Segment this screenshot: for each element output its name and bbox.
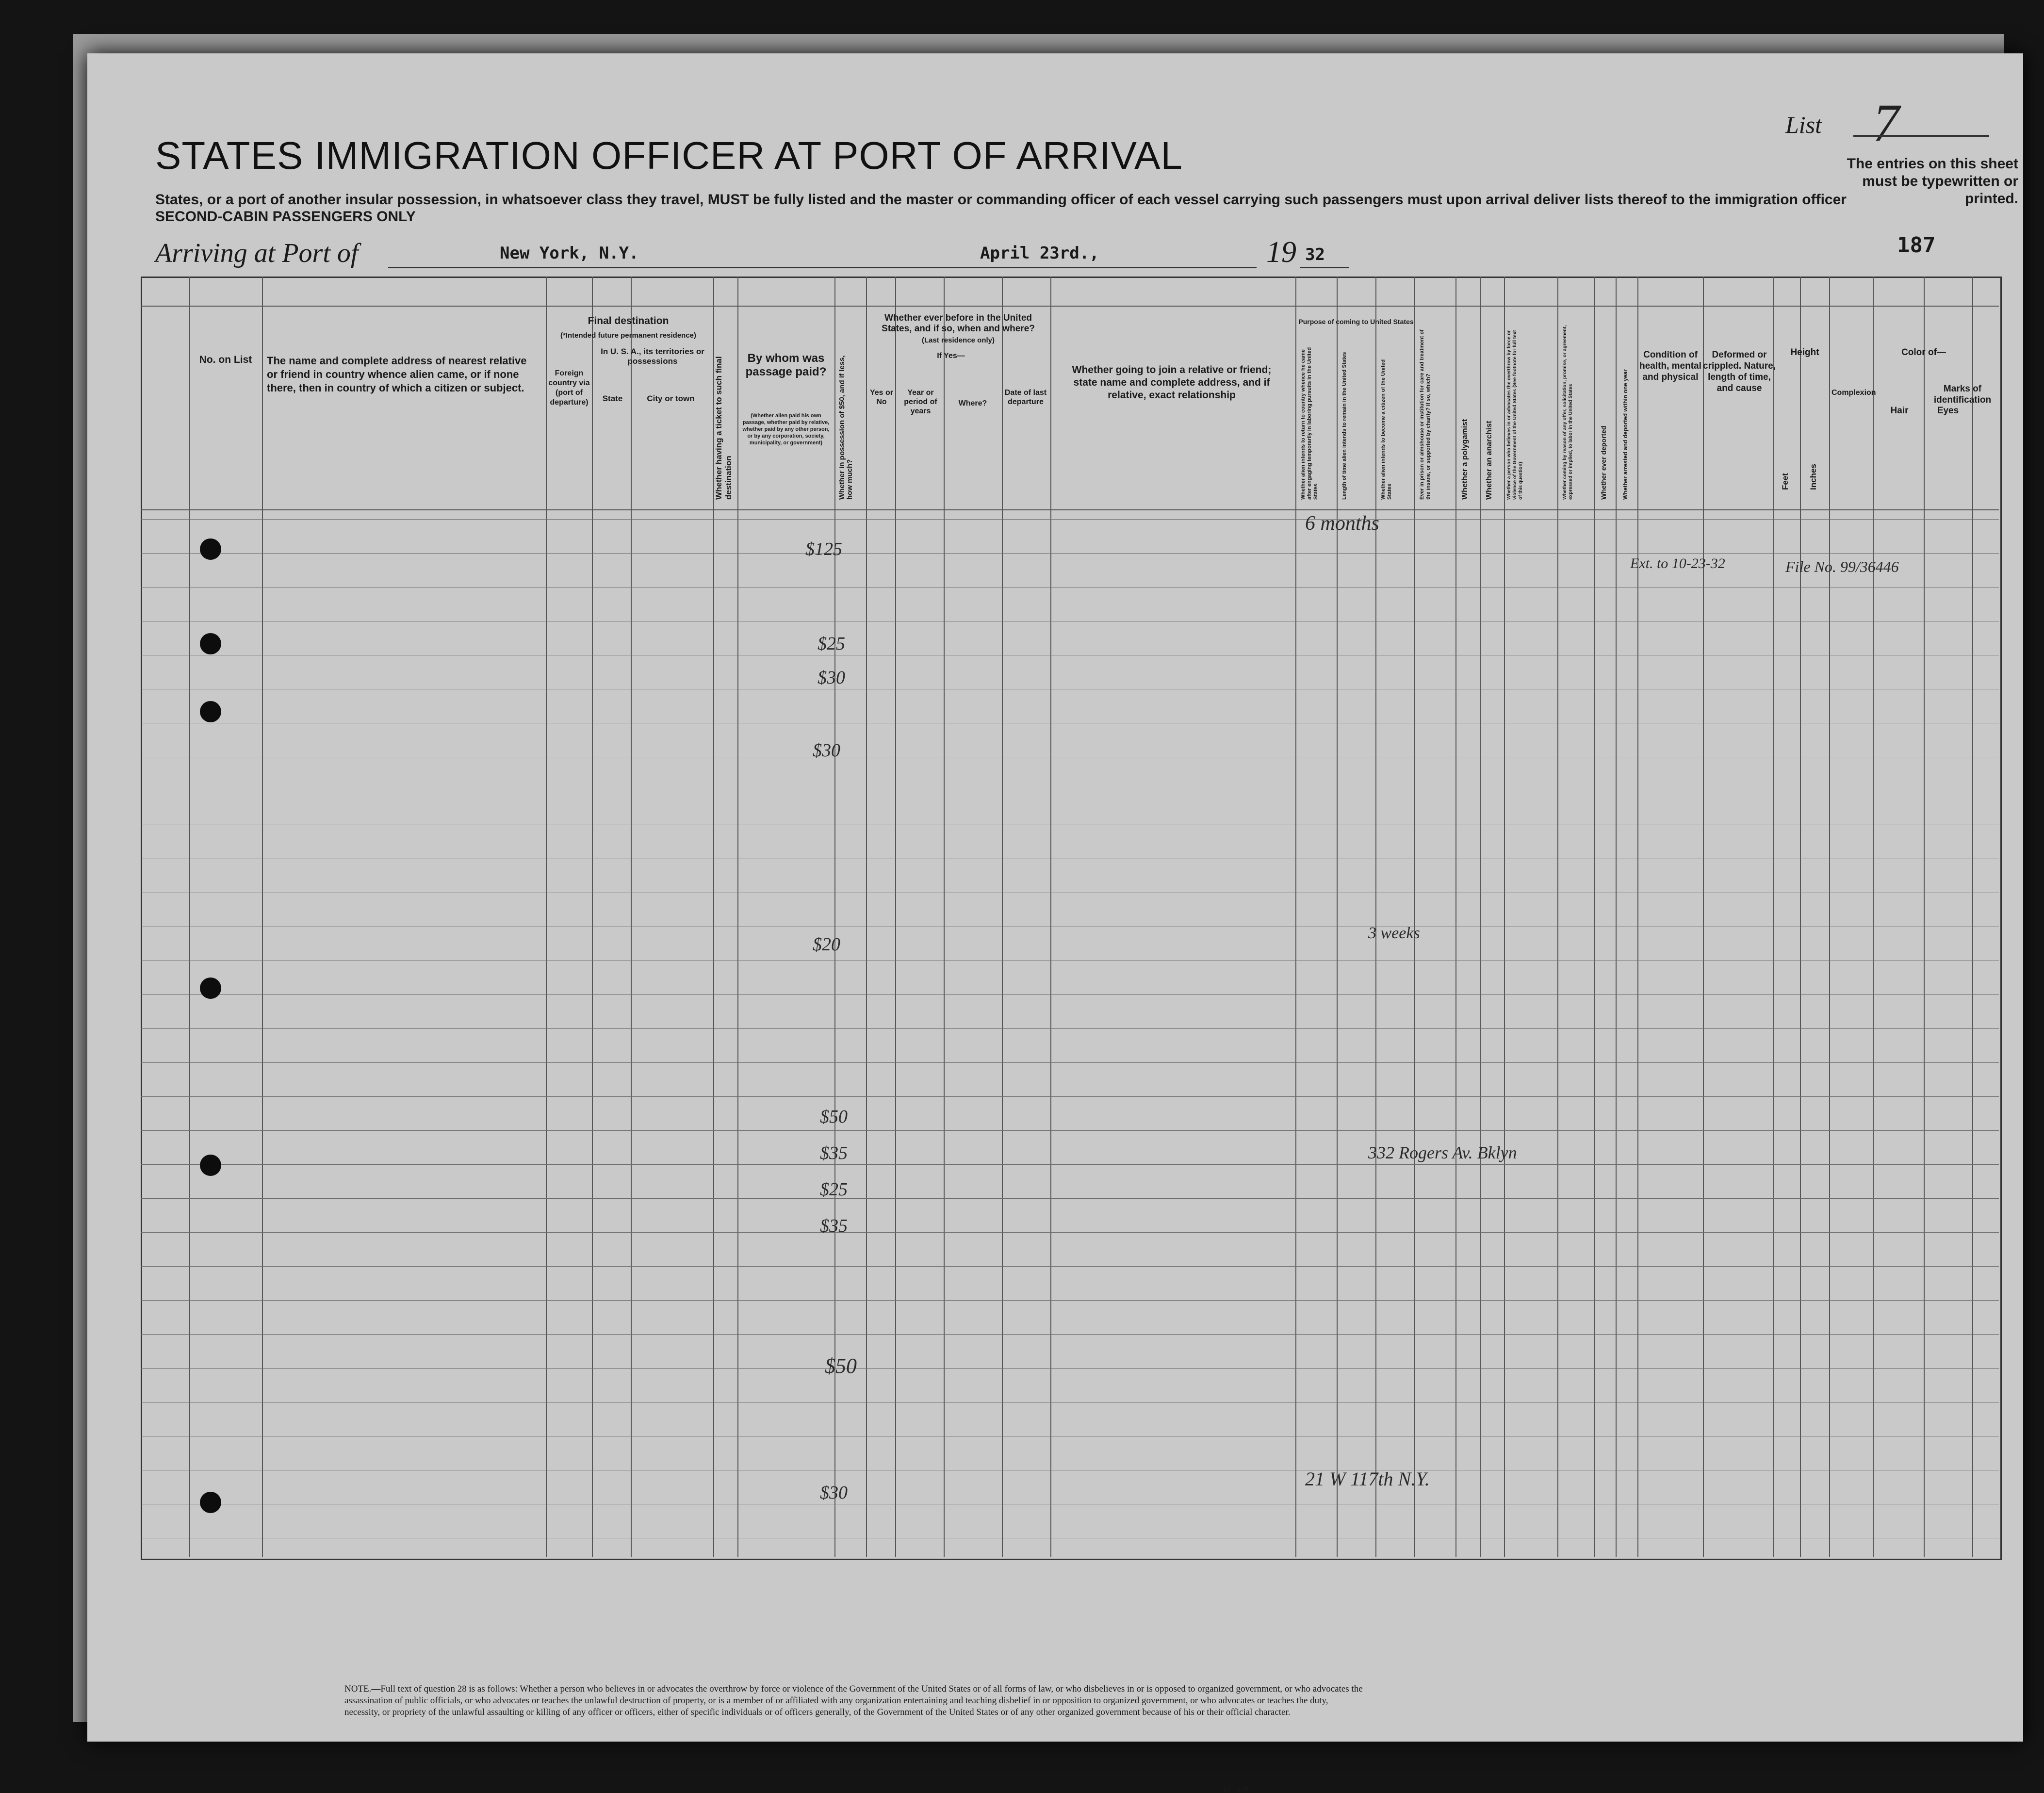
hand-row4-money: $25 [818, 634, 845, 654]
hand-row19-money: $25 [820, 1179, 848, 1200]
header-date-departure: Date of last departure [1004, 389, 1047, 406]
header-yes-no: Yes or No [869, 389, 894, 406]
header-foreign-country: Foreign country via (port of departure) [548, 369, 590, 407]
header-purpose: Purpose of coming to United States [1298, 318, 1414, 326]
table-row [87, 757, 2023, 791]
table-row [87, 825, 2023, 859]
table-row [87, 1028, 2023, 1062]
table-row [87, 994, 2023, 1028]
page-number: 187 [1897, 233, 1936, 258]
header-labor-offer: Whether coming by reason of any offer, solicitation, promise, or agreement, expressed or implied, to labor in the United States [1562, 325, 1573, 500]
port-underline [388, 267, 975, 268]
header-passage-note: (Whether alien paid his own passage, whether paid by relative, whether paid by any other person, or by any corporation, society, municipality, or government) [742, 413, 830, 446]
table-row [87, 1232, 2023, 1266]
hand-row27-note: 21 W 117th N.Y. [1305, 1468, 1430, 1490]
arriving-label: Arriving at Port of [155, 238, 359, 268]
table-row [87, 961, 2023, 994]
header-hair: Hair [1890, 406, 1909, 416]
header-passage-paid: By whom was passage paid? [745, 352, 827, 378]
form-number: 14—430 [1223, 1785, 1248, 1793]
hand-row5-money: $30 [818, 668, 845, 688]
table-row [87, 1402, 2023, 1436]
header-polygamist: Whether a polygamist [1461, 419, 1469, 500]
header-class: SECOND-CABIN PASSENGERS ONLY [155, 209, 416, 225]
header-prison: Ever in prison or almshouse or institution for care and treatment of the insane, or supported by charity? If so, which? [1419, 329, 1431, 500]
hand-row7-money: $30 [813, 740, 840, 761]
binder-hole [200, 633, 221, 654]
hand-row18-note: 332 Rogers Av. Bklyn [1368, 1143, 1517, 1162]
header-money: Whether in possession of $50, and if less, how much? [838, 355, 854, 500]
header-eyes: Eyes [1937, 406, 1959, 416]
table-row [87, 1130, 2023, 1164]
hand-row17-money: $50 [820, 1107, 848, 1127]
date-value: April 23rd., [980, 244, 1099, 263]
hand-row2-extension: Ext. to 10-23-32 [1630, 555, 1725, 571]
table-row [87, 1096, 2023, 1130]
list-label: List [1785, 111, 1822, 138]
header-in-usa: In U. S. A., its territories or possessions [601, 347, 704, 366]
table-row [87, 519, 2023, 553]
header-ticket: Whether having a ticket to such final destination [714, 356, 733, 500]
hand-row2-money: $125 [805, 539, 842, 559]
header-relative-abroad: The name and complete address of nearest relative or friend in country whence alien came, or if none there, then in country of which a citizen or subject. [267, 355, 527, 394]
header-q28: Whether a person who believes in or advocates the overthrow by force or violence of the Government of the United States (See footnote for full text of this question) [1506, 330, 1523, 500]
table-row [87, 1062, 2023, 1096]
header-color-of: Color of— [1901, 347, 1946, 358]
year-underline [1300, 267, 1349, 268]
hand-row18-money: $35 [820, 1143, 848, 1163]
header-deported: Whether ever deported [1600, 425, 1607, 500]
table-row [87, 859, 2023, 893]
date-underline [975, 267, 1257, 268]
hand-row24-money: $50 [825, 1354, 857, 1378]
year-suffix: 32 [1305, 245, 1325, 264]
header-purpose-c: Whether alien intends to become a citizen of the United States [1380, 359, 1392, 500]
table-row [87, 1300, 2023, 1334]
footnote: NOTE.—Full text of question 28 is as follows: Whether a person who believes in or advocates the overthrow by force or violence of the Government of the United States or of all forms of law, or who disbelieves in or is opposed to organized government, or who advocates the assassination of public officials, or who advocates or teaches the unlawful destruction of property, or is a member of or affiliated with any organization entertaining and teaching disbelief in or opposition to organized government, or who advocates or teaches the duty, necessity, or propriety of the unlawful assaulting or killing of any officer or officers, either of specific individuals or of officers generally, of the Government of the United States or of any other organized government because of his or their official character. [344, 1684, 1363, 1717]
table-row [87, 621, 2023, 655]
header-joining: Whether going to join a relative or friend; state name and complete address, and if relative, exact relationship [1072, 364, 1272, 401]
table-row [87, 655, 2023, 689]
year-prefix: 19 [1266, 236, 1296, 269]
table-row [87, 689, 2023, 723]
header-final-destination-note: (*Intended future permanent residence) [560, 331, 697, 340]
header-state: State [602, 394, 623, 403]
header-city: City or town [647, 394, 695, 403]
hand-row20-money: $35 [820, 1216, 848, 1236]
header-purpose-b: Length of time alien intends to remain in the United States [1341, 352, 1347, 500]
header-inches: Inches [1809, 464, 1818, 490]
table-row [87, 1470, 2023, 1504]
table-row [87, 1504, 2023, 1538]
hand-row12-money: $20 [813, 934, 840, 955]
header-bottom-line [141, 509, 1999, 510]
header-instructions: States, or a port of another insular possession, in whatsoever class they travel, MUST be fully listed and the master or commanding officer of each vessel carrying such passengers must upon arrival deliver lists thereof to the immigration officer [155, 192, 1847, 208]
header-marks: Marks of identification [1933, 384, 1992, 405]
binder-hole [200, 978, 221, 999]
header-year-period: Year or period of years [904, 389, 937, 415]
table-row [87, 927, 2023, 961]
page-title: STATES IMMIGRATION OFFICER AT PORT OF ARRIVAL [155, 134, 1183, 177]
table-row [87, 1368, 2023, 1402]
header-final-destination: Final destination [588, 315, 669, 326]
header-complexion: Complexion [1831, 389, 1876, 397]
header-arrested: Whether arrested and deported within one year [1622, 369, 1629, 500]
table-row [87, 1436, 2023, 1470]
hand-row27-money: $30 [820, 1483, 848, 1503]
port-value: New York, N.Y. [500, 244, 639, 263]
hand-row2-purpose: 6 months [1305, 512, 1379, 535]
binder-hole [200, 1492, 221, 1513]
table-row [87, 1164, 2023, 1198]
table-row [87, 587, 2023, 621]
header-if-yes: If Yes— [937, 352, 965, 360]
table-row [87, 1198, 2023, 1232]
header-feet: Feet [1781, 473, 1790, 490]
entries-note: The entries on this sheet must be typewritten or printed. [1847, 156, 2018, 207]
header-health: Condition of health, mental and physical [1639, 350, 1701, 382]
table-row [87, 893, 2023, 927]
binder-hole [200, 538, 221, 560]
list-underline [1853, 135, 1989, 137]
header-anarchist: Whether an anarchist [1485, 421, 1493, 500]
manifest-sheet [87, 53, 2023, 1793]
table-row [87, 553, 2023, 587]
table-row [87, 1334, 2023, 1368]
hand-row12-purpose: 3 weeks [1368, 924, 1420, 942]
header-purpose-a: Whether alien intends to return to country whence he came after engaging temporarily in laboring pursuits in the United States [1300, 347, 1319, 500]
header-before-note: (Last residence only) [921, 336, 995, 344]
table-row [87, 723, 2023, 757]
hand-row2-file-no: File No. 99/36446 [1785, 558, 1899, 575]
header-where: Where? [958, 399, 987, 408]
header-before-in-us: Whether ever before in the United States, and if so, when and where? [882, 313, 1035, 334]
header-line [141, 306, 1999, 307]
list-number: 7 [1873, 93, 1899, 152]
binder-hole [200, 1155, 221, 1176]
table-row [87, 791, 2023, 825]
header-deformed: Deformed or crippled. Nature, length of time, and cause [1703, 350, 1776, 393]
header-no-on-list: No. on List [199, 354, 252, 365]
binder-hole [200, 701, 221, 722]
header-height: Height [1790, 347, 1819, 358]
table-row [87, 1266, 2023, 1300]
